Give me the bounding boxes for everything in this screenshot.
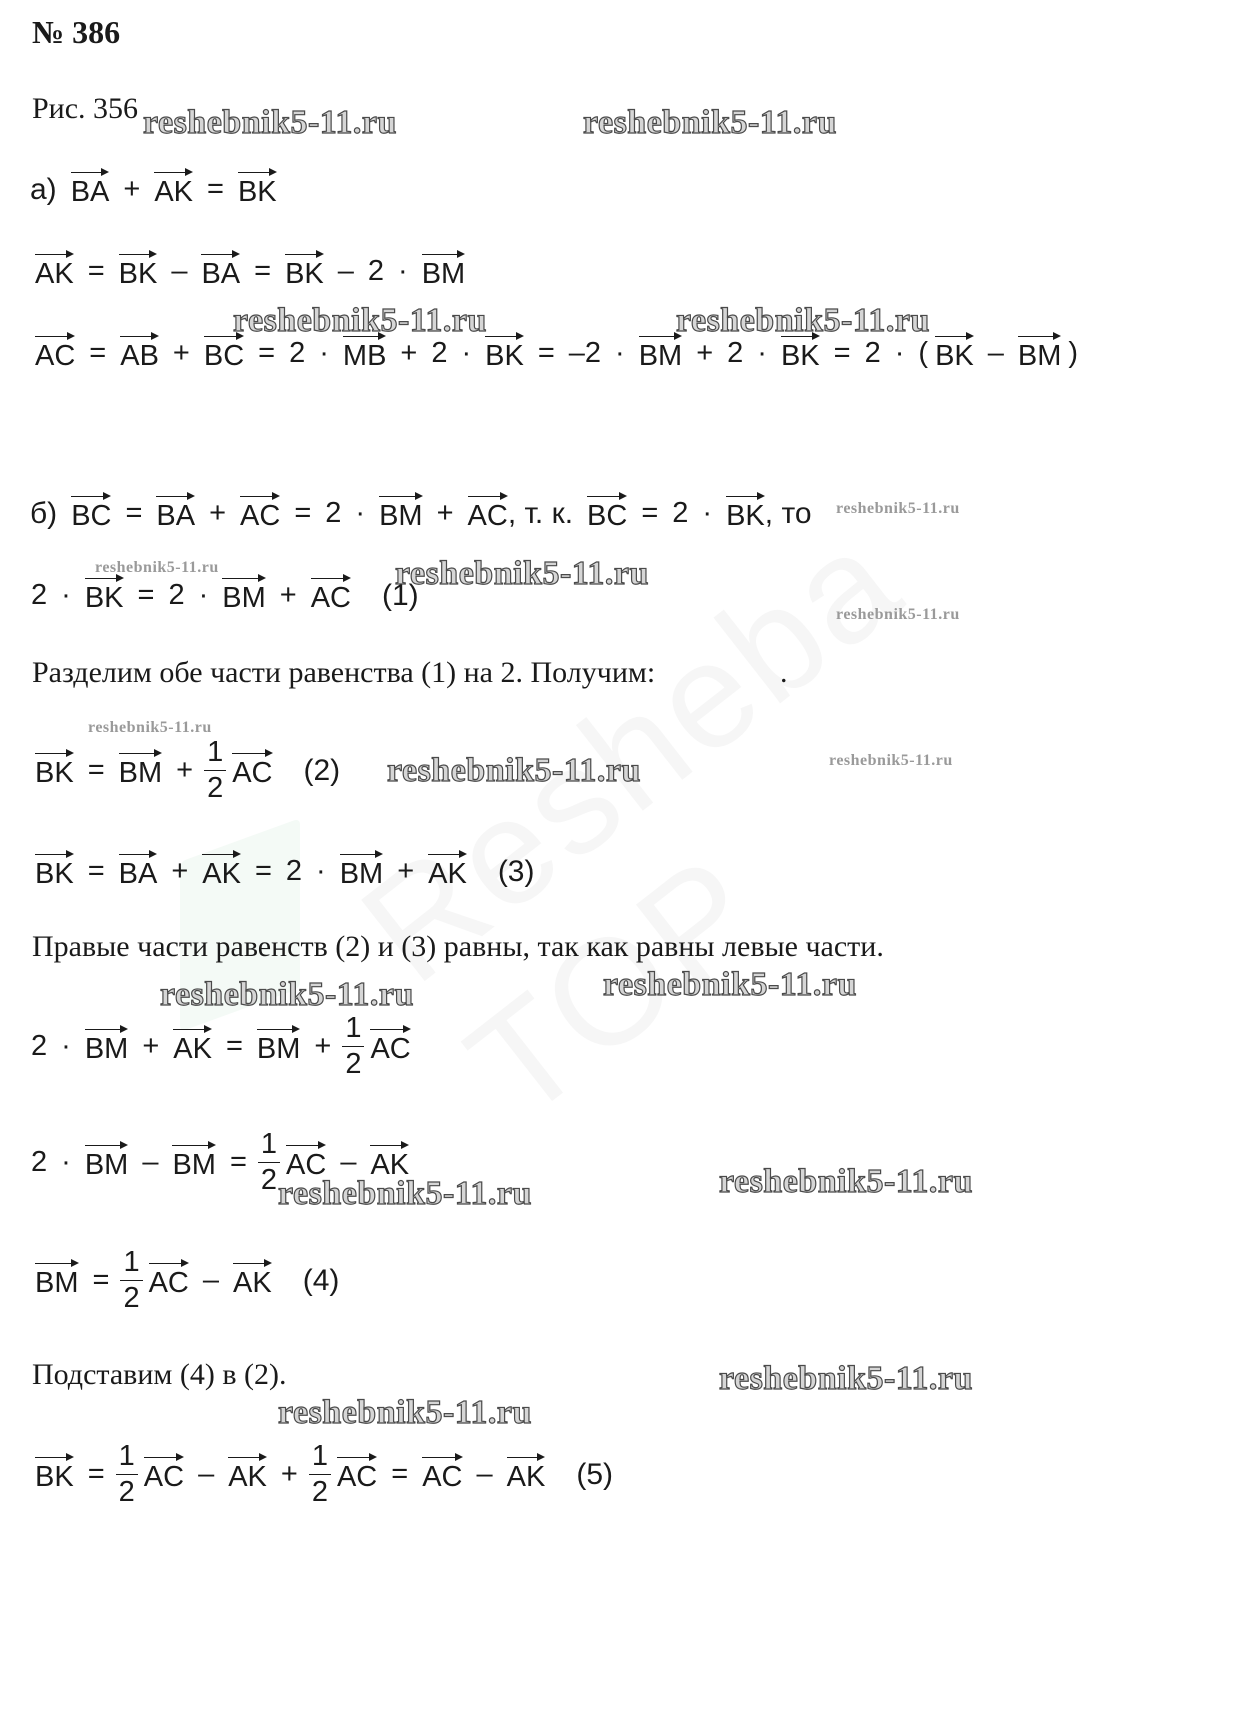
vector: BM: [222, 576, 266, 615]
watermark-text: reshebnik5-11.ru: [387, 752, 641, 789]
vector: AC: [422, 1455, 462, 1494]
operator: =: [537, 337, 555, 369]
vector: BK: [935, 334, 974, 373]
vector: AC: [468, 494, 508, 533]
operator: ·: [61, 1030, 71, 1062]
coefficient: 2: [727, 337, 744, 369]
vector: BK: [285, 252, 324, 291]
vector: BA: [201, 252, 240, 291]
fraction: [342, 1014, 364, 1079]
vector: BA: [71, 170, 110, 209]
vector: BM: [639, 334, 683, 373]
operator: ·: [319, 337, 329, 369]
coefficient: 2: [285, 855, 303, 887]
operator: –: [202, 1264, 220, 1296]
vector: BK: [35, 852, 74, 891]
watermark-text: reshebnik5-11.ru: [395, 555, 649, 592]
coefficient: 2: [31, 1146, 48, 1178]
text-dot: .: [780, 656, 788, 689]
vector: BK: [485, 334, 524, 373]
fraction-denominator: 2: [120, 1280, 142, 1313]
equation-tag: (5): [576, 1457, 613, 1491]
operator: =: [87, 1458, 105, 1490]
vector: AC: [240, 494, 280, 533]
vector: BC: [71, 494, 111, 533]
equation-tag: (4): [302, 1263, 340, 1297]
equation-b2: [24, 576, 426, 615]
operator: +: [696, 337, 714, 369]
operator: =: [254, 255, 272, 287]
operator: –: [171, 255, 188, 287]
coefficient: 2: [672, 497, 689, 529]
coefficient: 2: [289, 337, 306, 369]
operator: –: [476, 1458, 493, 1490]
part-b-label: б): [30, 496, 58, 530]
fraction: [309, 1442, 331, 1507]
operator: =: [833, 337, 851, 369]
operator: –: [987, 337, 1004, 369]
operator: =: [294, 497, 312, 529]
conjunction-text: , то: [764, 496, 812, 530]
vector: BK: [238, 170, 277, 209]
figure-reference: Рис. 356: [32, 92, 139, 125]
operator: +: [176, 754, 194, 786]
vector: BM: [1018, 334, 1062, 373]
vector: AK: [507, 1455, 546, 1494]
vector: AB: [120, 334, 159, 373]
equation-b3: [28, 738, 347, 803]
watermark-text: reshebnik5-11.ru: [676, 302, 930, 339]
vector: BK: [781, 334, 820, 373]
watermark-text: reshebnik5-11.ru: [88, 719, 212, 736]
operator: ·: [702, 497, 713, 529]
equation-a1: [30, 170, 284, 209]
vector: BK: [119, 252, 158, 291]
operator: –: [198, 1458, 215, 1490]
operator: ·: [355, 497, 366, 529]
problem-number: № 386: [32, 14, 121, 50]
vector: BC: [587, 494, 627, 533]
equation-tag: (1): [381, 578, 419, 612]
fraction: [120, 1248, 142, 1313]
vector: BM: [85, 1143, 129, 1182]
fraction-numerator: 1: [123, 1246, 140, 1278]
vector: BM: [85, 1027, 129, 1066]
watermark-text: reshebnik5-11.ru: [836, 500, 960, 517]
equation-b6: [24, 1130, 416, 1195]
coefficient: 2: [168, 579, 185, 611]
operator: +: [209, 497, 227, 529]
operator: +: [314, 1030, 332, 1062]
watermark-text: reshebnik5-11.ru: [719, 1360, 973, 1397]
fraction-denominator: 2: [309, 1474, 331, 1507]
watermark-text: reshebnik5-11.ru: [603, 966, 857, 1003]
equation-tag: (2): [303, 753, 341, 787]
operator: +: [172, 337, 190, 369]
operator: =: [137, 579, 155, 611]
fraction-numerator: 1: [118, 1440, 135, 1472]
vector: AC: [286, 1143, 326, 1182]
operator: ·: [61, 1146, 71, 1178]
equation-b8: [28, 1442, 620, 1507]
fraction-numerator: 1: [260, 1128, 278, 1160]
coefficient: 2: [431, 337, 448, 369]
fraction: [204, 738, 226, 803]
operator: =: [125, 497, 143, 529]
operator: –: [337, 255, 354, 287]
operator: =: [641, 497, 659, 529]
vector: AC: [149, 1261, 189, 1300]
text-divide: Разделим обе части равенства (1) на 2. Получим:: [32, 656, 656, 689]
fraction: [258, 1130, 280, 1195]
vector: BK: [726, 494, 765, 533]
operator: ·: [61, 579, 71, 611]
fraction: [116, 1442, 138, 1507]
operator: +: [280, 1458, 298, 1490]
vector: AK: [154, 170, 193, 209]
watermark-text: reshebnik5-11.ru: [233, 302, 487, 339]
operator: =: [89, 337, 107, 369]
vector: AK: [228, 1455, 267, 1494]
vector: AK: [202, 852, 241, 891]
operator: –: [340, 1146, 357, 1178]
operator: ·: [398, 255, 408, 287]
fraction-numerator: 1: [311, 1440, 328, 1472]
coefficient: 2: [864, 337, 881, 369]
equation-a3: [28, 334, 1085, 373]
operator: –: [142, 1146, 159, 1178]
vector: BM: [119, 751, 163, 790]
watermark-text: reshebnik5-11.ru: [583, 104, 837, 141]
coefficient: –2: [568, 337, 602, 369]
operator: ·: [615, 337, 625, 369]
operator: =: [258, 337, 276, 369]
vector: BM: [422, 252, 466, 291]
coefficient: 2: [31, 1030, 48, 1062]
watermark-text: reshebnik5-11.ru: [278, 1175, 532, 1212]
operator: ·: [461, 337, 472, 369]
operator: =: [92, 1264, 110, 1296]
operator: =: [229, 1146, 247, 1178]
operator: =: [87, 255, 105, 287]
watermark-text: reshebnik5-11.ru: [829, 752, 953, 769]
parenthesis: (: [918, 337, 929, 369]
parenthesis: ): [1068, 337, 1079, 369]
vector: AC: [144, 1455, 184, 1494]
operator: =: [87, 754, 105, 786]
operator: =: [225, 1030, 243, 1062]
equation-b5: [24, 1014, 418, 1079]
equation-b7: [28, 1248, 346, 1313]
operator: +: [436, 497, 454, 529]
vector: AK: [173, 1027, 212, 1066]
coefficient: 2: [31, 579, 48, 611]
text-right-parts: Правые части равенств (2) и (3) равны, так как равны левые части.: [32, 930, 884, 963]
vector: BA: [156, 494, 195, 533]
operator: +: [397, 855, 415, 887]
equation-b1: [30, 494, 819, 533]
vector: BM: [257, 1027, 301, 1066]
equation-b4: [28, 852, 541, 891]
vector: AC: [35, 334, 75, 373]
vector: AK: [35, 252, 74, 291]
equation-a2: [28, 252, 472, 291]
vector: MB: [343, 334, 387, 373]
background-watermark: [330, 323, 1234, 1152]
operator: ·: [894, 337, 905, 369]
vector: AC: [232, 751, 272, 790]
vector: AC: [337, 1455, 377, 1494]
watermark-text: reshebnik5-11.ru: [95, 559, 219, 576]
vector: AK: [233, 1261, 272, 1300]
coefficient: 2: [367, 255, 385, 287]
vector: BM: [35, 1261, 79, 1300]
operator: ·: [198, 579, 209, 611]
operator: ·: [757, 337, 767, 369]
conjunction-text: , т. к.: [507, 496, 574, 530]
fraction-denominator: 2: [204, 770, 226, 803]
watermark-text: reshebnik5-11.ru: [278, 1394, 532, 1431]
fraction-denominator: 2: [342, 1046, 364, 1079]
fraction-numerator: 1: [207, 736, 224, 768]
text-substitute: Подставим (4) в (2).: [32, 1358, 287, 1391]
coefficient: 2: [325, 497, 342, 529]
operator: =: [391, 1458, 409, 1490]
watermark-text: reshebnik5-11.ru: [143, 104, 397, 141]
operator: +: [400, 337, 418, 369]
vector: AC: [370, 1027, 410, 1066]
watermark-text: reshebnik5-11.ru: [160, 976, 414, 1013]
operator: =: [87, 855, 105, 887]
watermark-text: reshebnik5-11.ru: [836, 606, 960, 623]
fraction-denominator: 2: [116, 1474, 138, 1507]
vector: BM: [379, 494, 423, 533]
operator: =: [254, 855, 272, 887]
vector: BA: [119, 852, 158, 891]
fraction-numerator: 1: [345, 1012, 362, 1044]
watermark-text: reshebnik5-11.ru: [719, 1163, 973, 1200]
vector: BC: [204, 334, 244, 373]
operator: ·: [316, 855, 326, 887]
vector: BK: [35, 1455, 74, 1494]
operator: +: [171, 855, 189, 887]
equation-tag: (3): [497, 854, 535, 888]
operator: +: [279, 579, 297, 611]
vector: AK: [370, 1143, 409, 1182]
vector: AC: [311, 576, 351, 615]
vector: BK: [35, 751, 74, 790]
operator: +: [142, 1030, 160, 1062]
vector: BM: [172, 1143, 216, 1182]
fraction-denominator: 2: [258, 1162, 280, 1195]
operator: +: [123, 173, 141, 205]
part-a-label: а): [30, 172, 57, 206]
vector: BM: [340, 852, 384, 891]
vector: BK: [85, 576, 124, 615]
vector: AK: [428, 852, 467, 891]
operator: =: [207, 173, 224, 205]
